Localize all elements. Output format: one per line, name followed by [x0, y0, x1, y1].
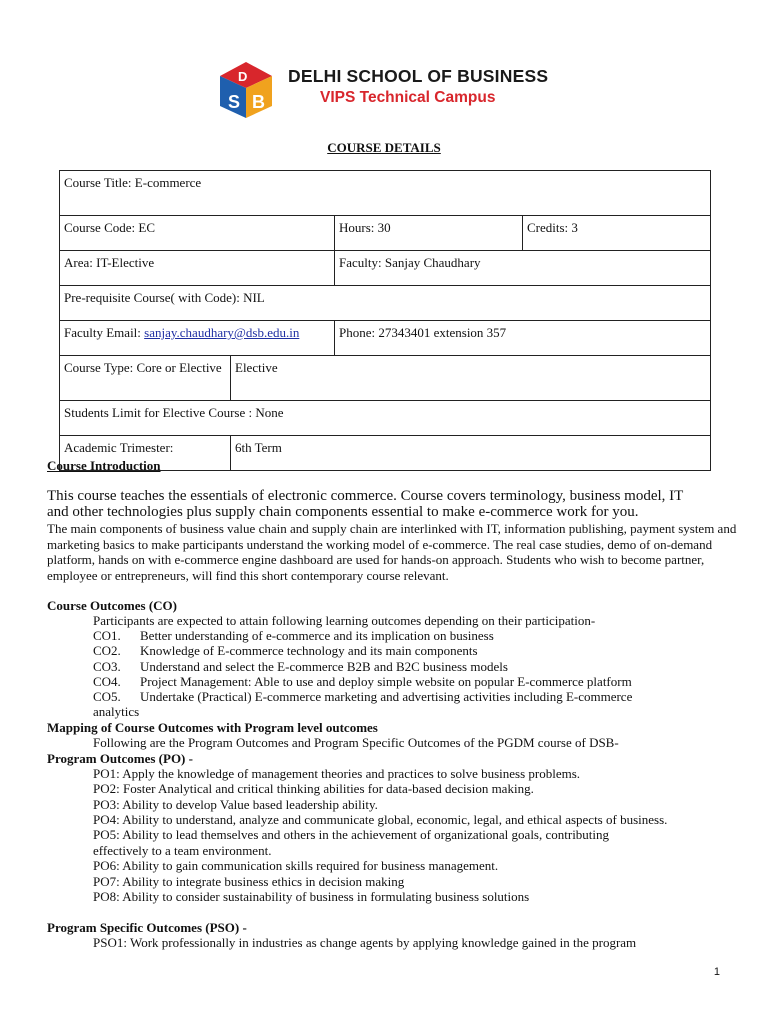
area-cell: Area: IT-Elective [60, 251, 335, 286]
faculty-email-cell [60, 321, 335, 356]
course-code-cell: Course Code: EC [60, 216, 335, 251]
phone-cell: Phone: 27343401 extension 357 [335, 321, 711, 356]
faculty-email-link[interactable]: sanjay.chaudhary@dsb.edu.in [144, 325, 300, 340]
intro-lead-line-1: This course teaches the essentials of electronic commerce. Course covers terminology, business model, IT [47, 488, 684, 504]
brand-name: DELHI SCHOOL OF BUSINESS [288, 66, 549, 86]
course-details-table [59, 170, 711, 471]
mapping-text: Following are the Program Outcomes and Program Specific Outcomes of the PGDM course of DSB- [93, 735, 619, 750]
trimester-value-cell: 6th Term [231, 436, 711, 471]
list-item: CO1. Better understanding of e-commerce and its implication on business [93, 628, 494, 643]
email-label: Faculty Email: [64, 325, 145, 340]
intro-heading: Course Introduction [47, 458, 161, 473]
list-item: PO2: Foster Analytical and critical thinking abilities for data-based decision making. [93, 781, 534, 796]
list-item-continuation: analytics [93, 704, 140, 719]
brand-campus: VIPS Technical Campus [320, 89, 496, 106]
table-row [60, 321, 711, 356]
list-item: PO7: Ability to integrate business ethics in decision making [93, 874, 405, 889]
header-logo [210, 58, 560, 122]
table-row [60, 286, 711, 321]
course-type-value-cell: Elective [231, 356, 711, 401]
list-item-continuation: effectively to a team environment. [93, 843, 272, 858]
list-item: PO8: Ability to consider sustainability of business in formulating business solutions [93, 889, 530, 904]
course-type-label-cell: Course Type: Core or Elective [60, 356, 231, 401]
list-item: PO4: Ability to understand, analyze and communicate global, economic, legal, and ethical aspects of business. [93, 812, 668, 827]
table-row [60, 216, 711, 251]
table-row [60, 356, 711, 401]
list-item: PO5: Ability to lead themselves and others in the achievement of organizational goals, contributing [93, 827, 610, 842]
list-item: PSO1: Work professionally in industries as change agents by applying knowledge gained in the program [93, 935, 637, 950]
list-item: PO3: Ability to develop Value based leadership ability. [93, 797, 378, 812]
intro-body: The main components of business value chain and supply chain are interlinked with IT, information publishing, payment system and marketing basics to make participants understand the working model of e-commerce. The real case studies, demo of on-demand platform, hands on with e-commerce engine dashboard are used for hands-on approach. Students who wish to become partner, employee or entrepreneurs, will find this short contemporary course relevant. [47, 521, 737, 583]
table-row [60, 251, 711, 286]
list-item: CO3. Understand and select the E-commerce B2B and B2C business models [93, 659, 508, 674]
po-heading: Program Outcomes (PO) - [47, 751, 193, 766]
hours-cell: Hours: 30 [335, 216, 523, 251]
list-item: CO5. Undertake (Practical) E-commerce marketing and advertising activities including E-commerce [93, 689, 633, 704]
course-title-cell: Course Title: E-commerce [60, 171, 711, 216]
outcomes-intro: Participants are expected to attain following learning outcomes depending on their participation- [93, 613, 596, 628]
outcomes-heading: Course Outcomes (CO) [47, 598, 177, 613]
svg-text:D: D [238, 69, 248, 84]
list-item: CO4. Project Management: Able to use and deploy simple website on popular E-commerce platform [93, 674, 632, 689]
mapping-heading: Mapping of Course Outcomes with Program level outcomes [47, 720, 378, 735]
list-item: PO6: Ability to gain communication skills required for business management. [93, 858, 499, 873]
table-row [60, 401, 711, 436]
prerequisite-cell: Pre-requisite Course( with Code): NIL [60, 286, 711, 321]
svg-text:B: B [252, 92, 265, 112]
intro-lead-line-2: and other technologies plus supply chain components essential to make e-commerce work for you. [47, 504, 639, 520]
page-title: COURSE DETAILS [327, 140, 441, 155]
list-item: PO1: Apply the knowledge of management theories and practices to solve business problems. [93, 766, 581, 781]
table-row [60, 171, 711, 216]
dsb-logo-icon [210, 58, 282, 120]
trimester-label-cell: Academic Trimester: [60, 436, 231, 471]
credits-cell: Credits: 3 [523, 216, 711, 251]
svg-text:S: S [228, 92, 241, 112]
students-limit-cell: Students Limit for Elective Course : None [60, 401, 711, 436]
page-number: 1 [713, 966, 720, 978]
list-item: CO2. Knowledge of E-commerce technology and its main components [93, 643, 478, 658]
faculty-cell: Faculty: Sanjay Chaudhary [335, 251, 711, 286]
pso-heading: Program Specific Outcomes (PSO) - [47, 920, 247, 935]
